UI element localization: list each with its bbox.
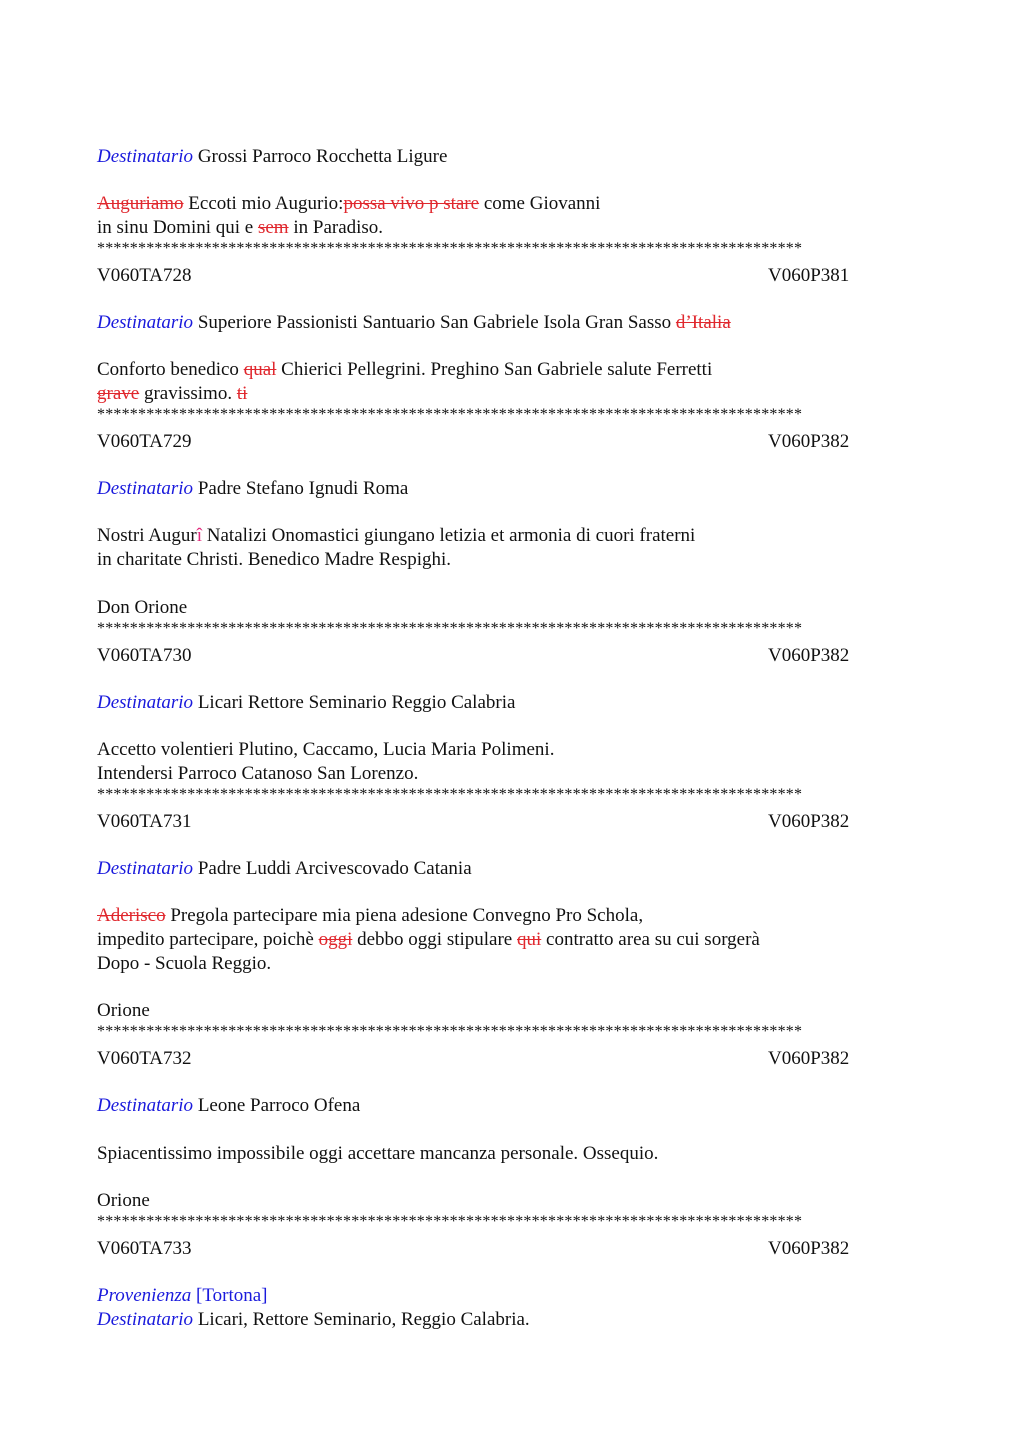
recipient-line (97, 311, 731, 335)
recipient-line (97, 857, 472, 881)
recipient-text: Leone Parroco Ofena (197, 1095, 361, 1116)
document-code: V060TA731 (97, 811, 192, 832)
deleted-text: Aderisco (97, 905, 166, 926)
recipient-text: Licari, Rettore Seminario, Reggio Calabria. (197, 1309, 530, 1330)
recipient-label: Destinatario (97, 478, 194, 499)
recipient-label: Destinatario (97, 146, 194, 167)
deleted-text: sem (257, 217, 289, 238)
message-text: impedito partecipare, poichè (97, 929, 319, 950)
recipient-line (97, 145, 447, 169)
message-line (97, 358, 712, 382)
page-code: V060P382 (768, 645, 850, 666)
recipient-label: Destinatario (97, 692, 194, 713)
document-code: V060TA728 (97, 265, 192, 286)
deleted-text: grave (97, 383, 140, 404)
recipient-label: Destinatario (97, 858, 194, 879)
message-line: Dopo - Scuola Reggio. (97, 953, 272, 974)
message-line (97, 382, 247, 406)
signature: Orione (97, 1190, 150, 1211)
message-line (97, 216, 383, 240)
document-code: V060TA729 (97, 431, 192, 452)
annotated-char: î (196, 525, 203, 546)
origin-line (97, 1284, 268, 1308)
page-code: V060P382 (768, 1238, 850, 1259)
signature: Don Orione (97, 597, 188, 618)
message-text: come Giovanni (479, 193, 601, 214)
message-text: debbo oggi stipulare (352, 929, 517, 950)
document-code: V060TA733 (97, 1238, 192, 1259)
message-text: Eccoti mio Augurio: (183, 193, 344, 214)
message-line (97, 524, 695, 548)
recipient-line (97, 1094, 360, 1118)
recipient-label: Destinatario (97, 1095, 194, 1116)
deleted-text: possa vivo p stare (343, 193, 480, 214)
message-text: Chierici Pellegrini. Preghino San Gabriele salute Ferretti (276, 359, 713, 380)
origin-text: [Tortona] (196, 1285, 268, 1306)
message-line (97, 904, 643, 928)
separator: ************************************************************************************** (97, 622, 803, 636)
document-code: V060TA730 (97, 645, 192, 666)
deleted-text: qui (517, 929, 542, 950)
message-text: in Paradiso. (288, 217, 384, 238)
message-line (97, 192, 600, 216)
message-line: Intendersi Parroco Catanoso San Lorenzo. (97, 763, 419, 784)
separator: ************************************************************************************** (97, 408, 803, 422)
recipient-label: Destinatario (97, 1309, 194, 1330)
message-line: in charitate Christi. Benedico Madre Respighi. (97, 549, 452, 570)
message-text: contratto area su cui sorgerà (541, 929, 760, 950)
separator: ************************************************************************************** (97, 1025, 803, 1039)
recipient-text: Grossi Parroco Rocchetta Ligure (197, 146, 448, 167)
signature: Orione (97, 1000, 150, 1021)
recipient-line (97, 477, 408, 501)
message-text: in sinu Domini qui e (97, 217, 258, 238)
origin-label: Provenienza (97, 1285, 192, 1306)
recipient-line (97, 691, 515, 715)
page-code: V060P382 (768, 1048, 850, 1069)
message-text: Conforto benedico (97, 359, 244, 380)
recipient-text: Licari Rettore Seminario Reggio Calabria (197, 692, 516, 713)
recipient-text: Padre Luddi Arcivescovado Catania (197, 858, 472, 879)
recipient-label: Destinatario (97, 312, 194, 333)
deleted-text: oggi (318, 929, 353, 950)
deleted-text: Auguriamo (97, 193, 184, 214)
deleted-text: qual (243, 359, 277, 380)
deleted-text: d’Italia (675, 312, 731, 333)
page-code: V060P382 (768, 431, 850, 452)
recipient-line (97, 1308, 530, 1332)
message-line: Accetto volentieri Plutino, Caccamo, Lucia Maria Polimeni. (97, 739, 555, 760)
message-text: Nostri Augur (97, 525, 197, 546)
message-text: gravissimo. (139, 383, 237, 404)
message-text: Pregola partecipare mia piena adesione Convegno Pro Schola, (165, 905, 644, 926)
page-code: V060P381 (768, 265, 850, 286)
recipient-text: Padre Stefano Ignudi Roma (197, 478, 409, 499)
message-line: Spiacentissimo impossibile oggi accettare mancanza personale. Ossequio. (97, 1143, 659, 1164)
recipient-text: Superiore Passionisti Santuario San Gabriele Isola Gran Sasso (197, 312, 676, 333)
separator: ************************************************************************************** (97, 1215, 803, 1229)
separator: ************************************************************************************** (97, 242, 803, 256)
document-code: V060TA732 (97, 1048, 192, 1069)
message-text: Natalizi Onomastici giungano letizia et armonia di cuori fraterni (202, 525, 696, 546)
deleted-text: ti (236, 383, 248, 404)
message-line (97, 928, 760, 952)
page-code: V060P382 (768, 811, 850, 832)
separator: ************************************************************************************** (97, 788, 803, 802)
